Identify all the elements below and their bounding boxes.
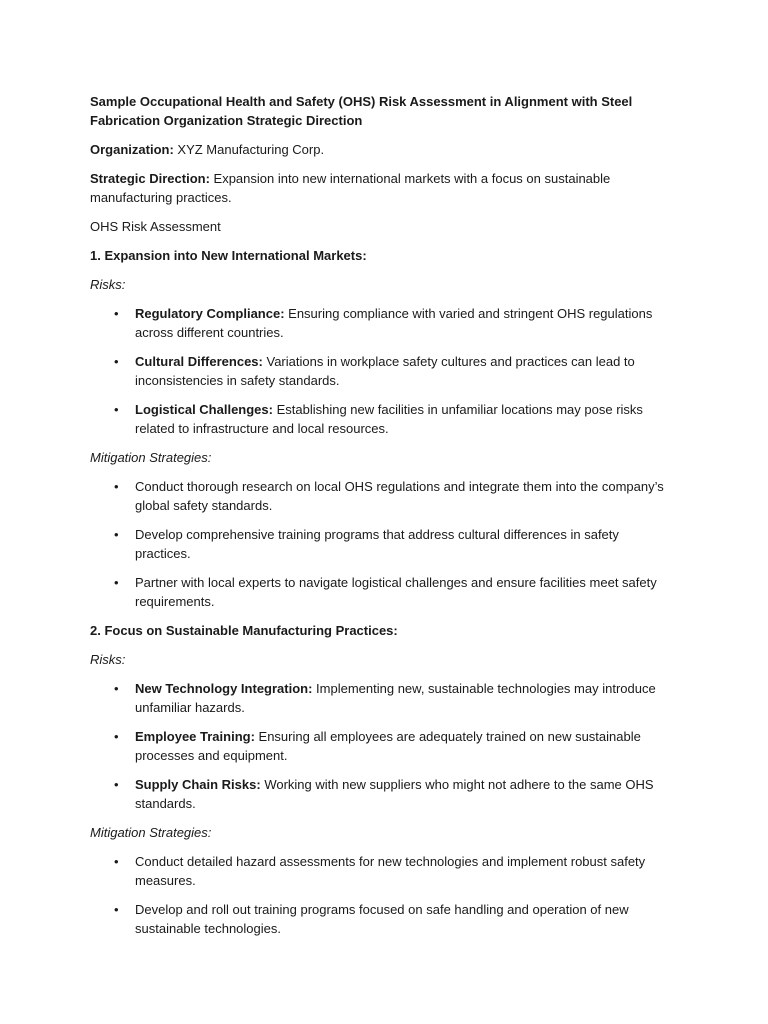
risk-label: Regulatory Compliance: — [135, 306, 285, 321]
risk-label: Supply Chain Risks: — [135, 777, 261, 792]
list-item — [90, 352, 678, 390]
bullet-icon: • — [114, 575, 119, 590]
bullet-icon: • — [114, 777, 119, 792]
section1-mitigation-list — [90, 477, 678, 611]
document-title: Sample Occupational Health and Safety (OHS) Risk Assessment in Alignment with Steel Fabrication Organization Strategic Direction — [90, 94, 633, 128]
risk-label: New Technology Integration: — [135, 681, 313, 696]
section2-heading: 2. Focus on Sustainable Manufacturing Practices: — [90, 623, 398, 638]
bullet-icon: • — [114, 479, 119, 494]
risk-text: Variations in workplace safety cultures and practices can lead to inconsistencies in safety standards. — [135, 354, 635, 388]
risk-label: Cultural Differences: — [135, 354, 263, 369]
section1-risks-label: Risks: — [90, 277, 126, 292]
risk-text: Ensuring all employees are adequately trained on new sustainable processes and equipment. — [135, 729, 641, 763]
mitigation-text: Conduct thorough research on local OHS regulations and integrate them into the company’s global safety standards. — [135, 479, 664, 513]
organization-value: XYZ Manufacturing Corp. — [173, 142, 325, 157]
bullet-icon: • — [114, 681, 119, 696]
list-item — [90, 525, 678, 563]
section1-risks-list — [90, 304, 678, 438]
section2-mitigation-label: Mitigation Strategies: — [90, 825, 212, 840]
bullet-icon: • — [114, 306, 119, 321]
risk-text: Establishing new facilities in unfamiliar locations may pose risks related to infrastructure and local resources. — [135, 402, 643, 436]
organization-line — [90, 140, 678, 159]
list-item — [90, 400, 678, 438]
mitigation-text: Conduct detailed hazard assessments for new technologies and implement robust safety measures. — [135, 854, 646, 888]
bullet-icon: • — [114, 527, 119, 542]
section1-heading: 1. Expansion into New International Markets: — [90, 248, 367, 263]
list-item — [90, 900, 678, 938]
section2-mitigation-list — [90, 852, 678, 938]
list-item — [90, 477, 678, 515]
risk-label: Logistical Challenges: — [135, 402, 273, 417]
strategic-direction-value: Expansion into new international markets with a focus on sustainable manufacturing practices. — [90, 171, 611, 205]
strategic-direction-label: Strategic Direction: — [90, 171, 210, 186]
list-item — [90, 679, 678, 717]
mitigation-text: Develop and roll out training programs focused on safe handling and operation of new sustainable technologies. — [135, 902, 629, 936]
section1-mitigation-label: Mitigation Strategies: — [90, 450, 212, 465]
list-item — [90, 852, 678, 890]
section2-risks-list — [90, 679, 678, 813]
bullet-icon: • — [114, 902, 119, 917]
risk-text: Ensuring compliance with varied and stringent OHS regulations across different countries. — [135, 306, 653, 340]
strategic-direction-line — [90, 169, 678, 207]
mitigation-text: Develop comprehensive training programs that address cultural differences in safety practices. — [135, 527, 619, 561]
risk-text: Implementing new, sustainable technologies may introduce unfamiliar hazards. — [135, 681, 656, 715]
risk-label: Employee Training: — [135, 729, 255, 744]
list-item — [90, 573, 678, 611]
assessment-heading: OHS Risk Assessment — [90, 219, 221, 234]
bullet-icon: • — [114, 402, 119, 417]
list-item — [90, 775, 678, 813]
section2-risks-label: Risks: — [90, 652, 126, 667]
risk-text: Working with new suppliers who might not adhere to the same OHS standards. — [135, 777, 654, 811]
bullet-icon: • — [114, 854, 119, 869]
bullet-icon: • — [114, 354, 119, 369]
list-item — [90, 304, 678, 342]
organization-label: Organization: — [90, 142, 174, 157]
list-item — [90, 727, 678, 765]
mitigation-text: Partner with local experts to navigate logistical challenges and ensure facilities meet safety requirements. — [135, 575, 657, 609]
bullet-icon: • — [114, 729, 119, 744]
